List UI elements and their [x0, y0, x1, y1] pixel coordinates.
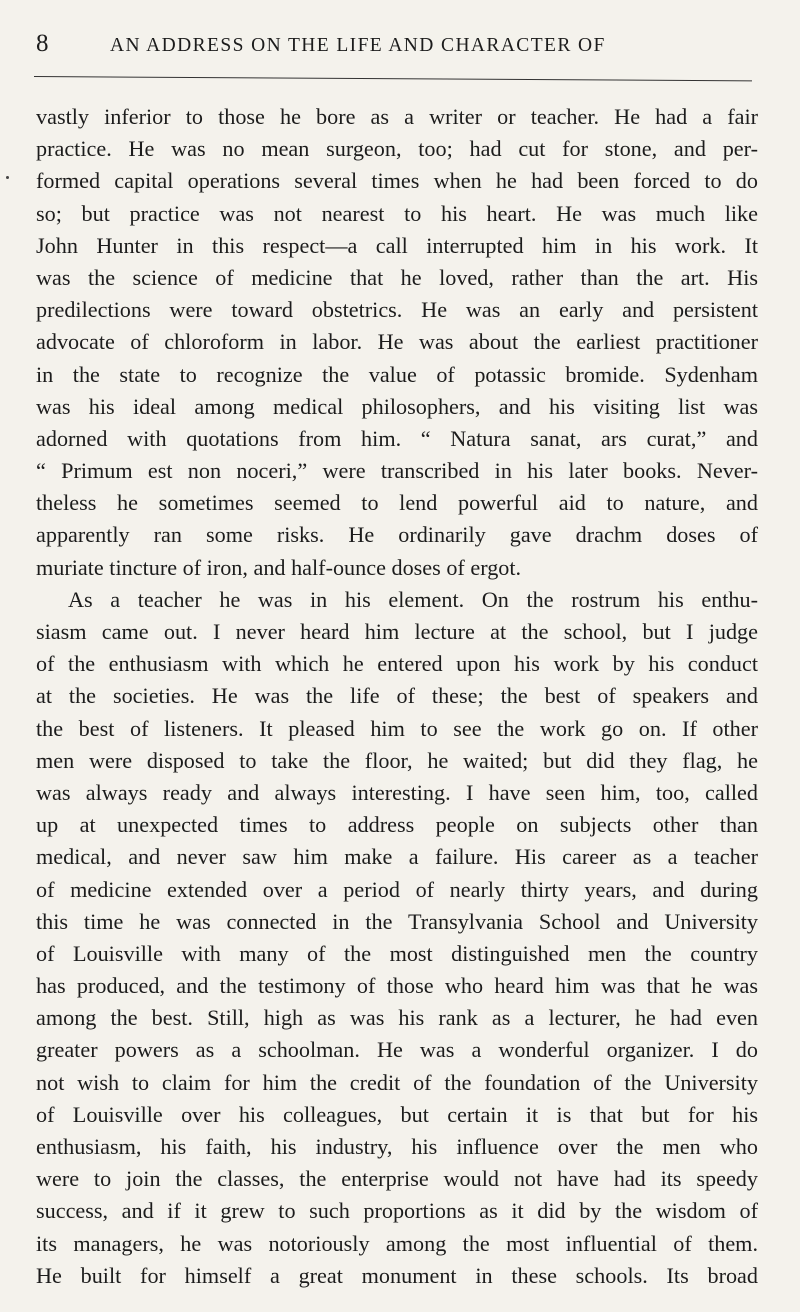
text-line: of the enthusiasm with which he entered upon his work by his conduct [36, 651, 758, 677]
text-line: medical, and never saw him make a failure. His career as a teacher [36, 844, 758, 870]
text-line: up at unexpected times to address people on subjects other than [36, 812, 758, 838]
text-line: of Louisville over his colleagues, but certain it is that but for his [36, 1101, 758, 1127]
running-title: AN ADDRESS ON THE LIFE AND CHARACTER OF [110, 35, 606, 56]
text-line: of medicine extended over a period of nearly thirty years, and during [36, 876, 758, 902]
text-line: among the best. Still, high as was his rank as a lecturer, he had even [36, 1005, 758, 1031]
text-line: of Louisville with many of the most distinguished men the country [36, 940, 758, 966]
text-line: practice. He was no mean surgeon, too; had cut for stone, and per- [36, 136, 758, 162]
text-line: muriate tincture of iron, and half-ounce doses of ergot. [36, 554, 522, 580]
text-line: siasm came out. I never heard him lecture at the school, but I judge [36, 619, 758, 644]
text-line: As a teacher he was in his element. On the rostrum his enthu- [68, 586, 758, 612]
text-line: predilections were toward obstetrics. He was an early and persistent [36, 297, 758, 323]
header-rule [34, 76, 752, 81]
text-line: the best of listeners. It pleased him to see the work go on. If other [36, 715, 758, 741]
text-line: was his ideal among medical philosophers, and his visiting list was [36, 393, 758, 419]
text-line: was always ready and always interesting. I have seen him, too, called [36, 779, 758, 805]
text-line: theless he sometimes seemed to lend powerful aid to nature, and [36, 490, 758, 516]
text-line: in the state to recognize the value of potassic bromide. Sydenham [36, 361, 758, 387]
text-line: this time he was connected in the Transylvania School and University [36, 908, 758, 934]
text-line: formed capital operations several times when he had been forced to do [36, 168, 758, 194]
text-line: adorned with quotations from him. “ Natura sanat, ars curat,” and [36, 425, 758, 451]
text-line: has produced, and the testimony of those who heard him was that he was [36, 973, 758, 999]
text-line: was the science of medicine that he loved, rather than the art. His [36, 264, 758, 290]
body-text [36, 101, 758, 1292]
text-line: at the societies. He was the life of these; the best of speakers and [36, 683, 758, 709]
text-line: apparently ran some risks. He ordinarily gave drachm doses of [36, 522, 758, 548]
text-line: not wish to claim for him the credit of the foundation of the University [36, 1069, 758, 1095]
page-number: 8 [36, 30, 49, 57]
text-line: He built for himself a great monument in these schools. Its broad [36, 1262, 758, 1288]
text-line: its managers, he was notoriously among the most influential of them. [36, 1230, 758, 1256]
text-line: men were disposed to take the floor, he waited; but did they flag, he [36, 747, 758, 773]
text-line: “ Primum est non noceri,” were transcribed in his later books. Never- [36, 458, 758, 484]
text-line: were to join the classes, the enterprise would not have had its speedy [36, 1166, 758, 1192]
text-line: enthusiasm, his faith, his industry, his influence over the men who [36, 1134, 758, 1159]
margin-speck [6, 176, 9, 179]
text-line: advocate of chloroform in labor. He was about the earliest practitioner [36, 329, 758, 355]
text-line: so; but practice was not nearest to his heart. He was much like [36, 200, 758, 226]
text-line: success, and if it grew to such proportions as it did by the wisdom of [36, 1198, 758, 1224]
running-head [36, 30, 756, 62]
text-line: vastly inferior to those he bore as a writer or teacher. He had a fair [36, 104, 758, 129]
text-line: John Hunter in this respect—a call interrupted him in his work. It [36, 232, 758, 258]
text-line: greater powers as a schoolman. He was a wonderful organizer. I do [36, 1037, 758, 1063]
